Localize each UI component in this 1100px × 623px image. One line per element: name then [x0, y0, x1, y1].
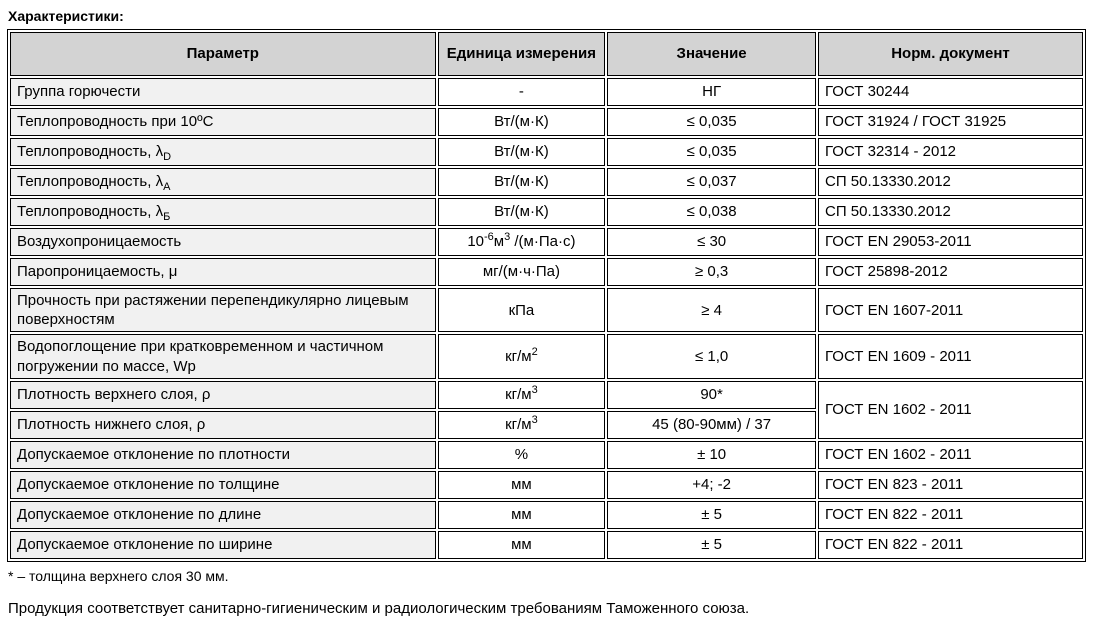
value-cell: НГ — [607, 78, 816, 106]
column-header-norm-document: Норм. документ — [818, 32, 1083, 76]
norm-cell: ГОСТ EN 822 - 2011 — [818, 501, 1083, 529]
table-row — [10, 138, 1083, 166]
unit-cell: мм — [438, 531, 606, 559]
param-cell: Теплопроводность, $\lambda_А$ — [10, 168, 436, 196]
param-cell: Плотность верхнего слоя, ρ — [10, 381, 436, 409]
norm-cell: ГОСТ 30244 — [818, 78, 1083, 106]
unit-cell: $10^{-6}м^3$ /(м·Па·с) — [438, 228, 606, 256]
table-header-row — [10, 32, 1083, 76]
param-cell: Допускаемое отклонение по плотности — [10, 441, 436, 469]
value-cell: ≤ 0,035 — [607, 108, 816, 136]
param-cell: Воздухопроницаемость — [10, 228, 436, 256]
page-title: Характеристики: — [8, 8, 124, 24]
param-cell: Теплопроводность при 10ºС — [10, 108, 436, 136]
column-header-unit: Единица измерения — [438, 32, 606, 76]
param-cell: Допускаемое отклонение по толщине — [10, 471, 436, 499]
param-cell: Допускаемое отклонение по ширине — [10, 531, 436, 559]
table-row — [10, 258, 1083, 286]
table-row — [10, 198, 1083, 226]
norm-cell: ГОСТ EN 29053-2011 — [818, 228, 1083, 256]
norm-cell: ГОСТ 31924 / ГОСТ 31925 — [818, 108, 1083, 136]
unit-cell: - — [438, 78, 606, 106]
param-cell: Теплопроводность, $\lambda_Б$ — [10, 198, 436, 226]
footnote: * – толщина верхнего слоя 30 мм. — [8, 567, 229, 584]
unit-cell: кПа — [438, 288, 606, 332]
unit-cell: $кг/м^3$ — [438, 381, 606, 409]
unit-cell: Вт/(м·К) — [438, 138, 606, 166]
param-cell: Плотность нижнего слоя, ρ — [10, 411, 436, 439]
table-row — [10, 381, 1083, 409]
table-row — [10, 168, 1083, 196]
table-row — [10, 288, 1083, 332]
unit-cell: % — [438, 441, 606, 469]
norm-cell: ГОСТ 32314 - 2012 — [818, 138, 1083, 166]
param-cell: Группа горючести — [10, 78, 436, 106]
table-row — [10, 441, 1083, 469]
unit-cell: Вт/(м·К) — [438, 108, 606, 136]
value-cell: ≤ 1,0 — [607, 334, 816, 378]
table-row — [10, 471, 1083, 499]
table-row — [10, 228, 1083, 256]
value-cell: ≤ 0,038 — [607, 198, 816, 226]
value-cell: ≥ 4 — [607, 288, 816, 332]
characteristics-table — [7, 29, 1086, 562]
norm-cell: ГОСТ EN 1607-2011 — [818, 288, 1083, 332]
norm-cell: ГОСТ EN 823 - 2011 — [818, 471, 1083, 499]
unit-cell: мм — [438, 471, 606, 499]
value-cell: ≤ 30 — [607, 228, 816, 256]
compliance-note: Продукция соответствует санитарно-гигиеническим и радиологическим требованиям Таможенного союза. — [8, 599, 750, 617]
value-cell: 45 (80-90мм) / 37 — [607, 411, 816, 439]
param-cell: Водопоглощение при кратковременном и частичном погружении по массе, Wp — [10, 334, 436, 378]
norm-cell: ГОСТ EN 1602 - 2011 — [818, 441, 1083, 469]
value-cell: ± 5 — [607, 531, 816, 559]
table-row — [10, 501, 1083, 529]
table-body — [10, 78, 1083, 559]
unit-cell: $кг/м^3$ — [438, 411, 606, 439]
norm-cell: ГОСТ EN 1602 - 2011 — [818, 381, 1083, 439]
value-cell: ± 10 — [607, 441, 816, 469]
norm-cell: СП 50.13330.2012 — [818, 168, 1083, 196]
column-header-value: Значение — [607, 32, 816, 76]
value-cell: ≤ 0,035 — [607, 138, 816, 166]
unit-cell: Вт/(м·К) — [438, 198, 606, 226]
table-row — [10, 334, 1083, 378]
unit-cell: Вт/(м·К) — [438, 168, 606, 196]
param-cell: Допускаемое отклонение по длине — [10, 501, 436, 529]
param-cell: Теплопроводность, $\lambda_D$ — [10, 138, 436, 166]
table-row — [10, 531, 1083, 559]
norm-cell: ГОСТ 25898-2012 — [818, 258, 1083, 286]
unit-cell: $кг/м^2$ — [438, 334, 606, 378]
param-cell: Прочность при растяжении перепендикулярно лицевым поверхностям — [10, 288, 436, 332]
param-cell: Паропроницаемость, μ — [10, 258, 436, 286]
unit-cell: мм — [438, 501, 606, 529]
norm-cell: ГОСТ EN 822 - 2011 — [818, 531, 1083, 559]
column-header-parameter: Параметр — [10, 32, 436, 76]
value-cell: ≥ 0,3 — [607, 258, 816, 286]
unit-cell: мг/(м·ч·Па) — [438, 258, 606, 286]
value-cell: 90* — [607, 381, 816, 409]
table-row — [10, 78, 1083, 106]
value-cell: ≤ 0,037 — [607, 168, 816, 196]
table-row — [10, 108, 1083, 136]
norm-cell: СП 50.13330.2012 — [818, 198, 1083, 226]
norm-cell: ГОСТ EN 1609 - 2011 — [818, 334, 1083, 378]
value-cell: +4; -2 — [607, 471, 816, 499]
value-cell: ± 5 — [607, 501, 816, 529]
